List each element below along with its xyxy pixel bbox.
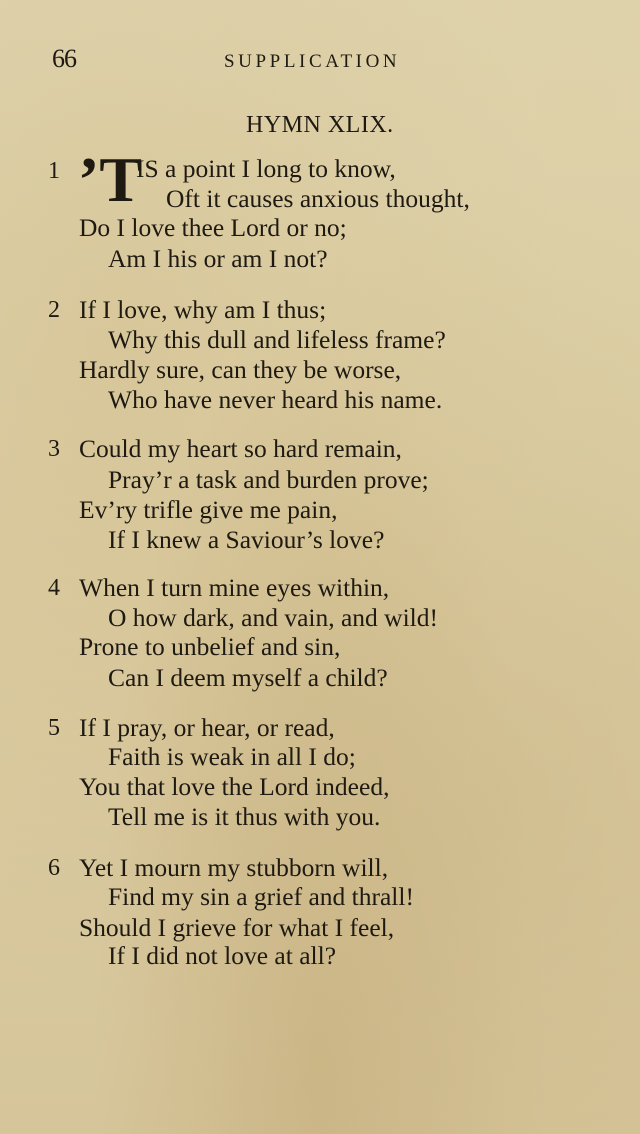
stanza-line: Find my sin a grief and thrall!	[108, 882, 414, 911]
stanza-line: IS a point I long to know,	[136, 154, 396, 183]
stanza-line: Pray’r a task and burden prove;	[108, 465, 429, 494]
stanza-line: When I turn mine eyes within,	[79, 573, 390, 602]
stanza-number: 2	[48, 297, 60, 323]
stanza-line: Do I love thee Lord or no;	[79, 213, 347, 242]
page-number: 66	[52, 44, 76, 73]
stanza-number: 3	[48, 436, 60, 462]
stanza-line: O how dark, and vain, and wild!	[108, 603, 439, 632]
stanza-line: Can I deem myself a child?	[108, 663, 388, 692]
stanza-line: If I knew a Saviour’s love?	[108, 525, 385, 554]
stanza-number: 6	[48, 855, 60, 881]
running-head	[52, 44, 472, 78]
stanza-line: If I love, why am I thus;	[79, 295, 327, 324]
stanza-line: If I pray, or hear, or read,	[79, 713, 335, 742]
stanza-line: Tell me is it thus with you.	[108, 802, 381, 831]
stanza-line: Why this dull and lifeless frame?	[108, 325, 446, 354]
stanza-line: You that love the Lord indeed,	[79, 772, 390, 801]
section-title: SUPPLICATION	[224, 51, 401, 72]
stanza-number: 1	[48, 158, 60, 184]
stanza-line: Should I grieve for what I feel,	[79, 913, 395, 942]
stanza-line: Hardly sure, can they be worse,	[79, 355, 402, 384]
stanza-number: 5	[48, 715, 60, 741]
stanza-line: Who have never heard his name.	[108, 385, 443, 414]
stanza-line: Oft it causes anxious thought,	[166, 184, 470, 213]
stanza-number: 4	[48, 575, 60, 601]
stanza-line: If I did not love at all?	[108, 941, 337, 970]
stanza-line: Could my heart so hard remain,	[79, 434, 402, 463]
drop-cap: ’T	[78, 144, 142, 215]
stanza-line: Am I his or am I not?	[108, 244, 328, 273]
stanza-line: Yet I mourn my stubborn will,	[79, 853, 389, 882]
stanza-line: Faith is weak in all I do;	[108, 742, 356, 771]
hymn-title: HYMN XLIX.	[246, 112, 394, 138]
stanza-line: Ev’ry trifle give me pain,	[79, 495, 338, 524]
stanza-line: Prone to unbelief and sin,	[79, 632, 341, 661]
